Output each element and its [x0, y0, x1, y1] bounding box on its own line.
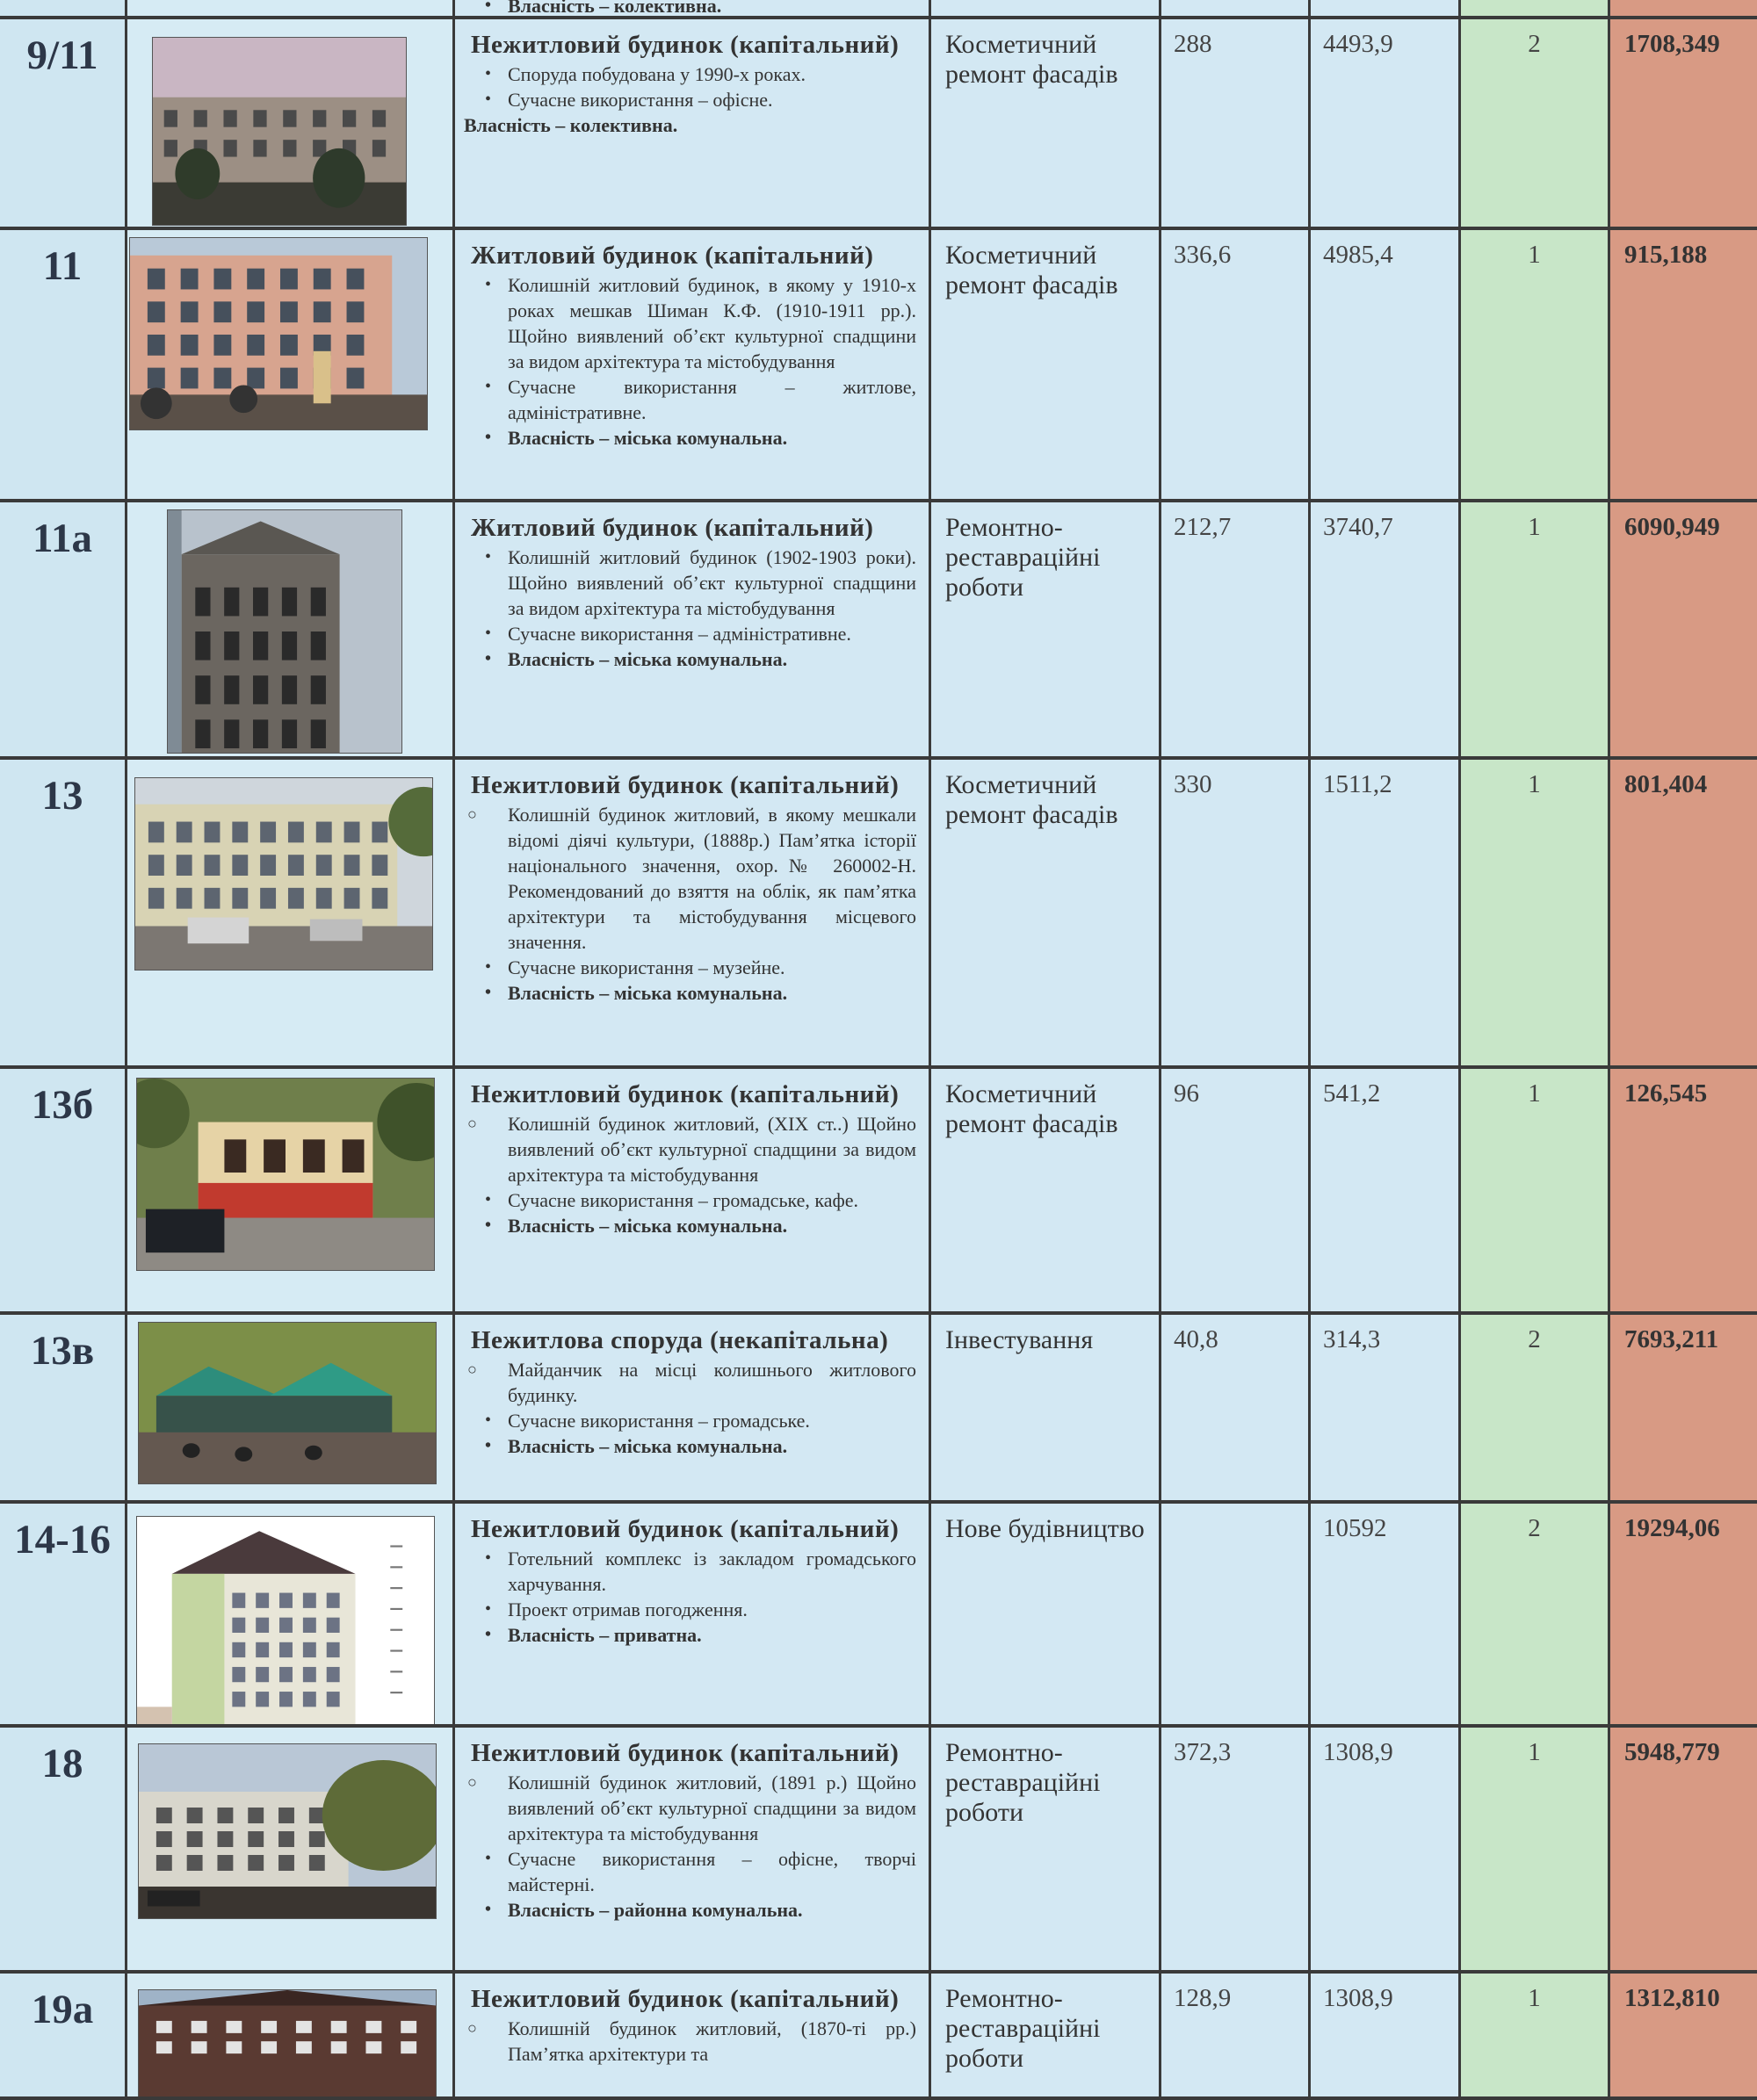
table-row	[0, 1069, 1757, 1315]
category-value: 1	[1528, 1079, 1541, 1108]
table-row	[0, 19, 1757, 230]
cell	[1161, 0, 1311, 16]
description-item: • Споруда побудована у 1990-х роках.	[481, 61, 916, 87]
cost-cell	[1610, 19, 1757, 227]
volume-cell	[1311, 1728, 1461, 1970]
cell	[1311, 0, 1461, 16]
work-type: Косметичний ремонт фасадів	[945, 770, 1118, 829]
building-title: Нежитловий будинок (капітальний)	[471, 31, 900, 59]
number-cell	[0, 230, 127, 499]
category-cell	[1461, 1504, 1610, 1724]
building-title: Нежитловий будинок (капітальний)	[471, 1080, 900, 1108]
photo-cell	[127, 1504, 455, 1724]
building-number: 11	[42, 243, 83, 289]
category-cell	[1461, 502, 1610, 756]
number-cell	[0, 1069, 127, 1311]
photo-cell	[127, 1728, 455, 1970]
volume-value: 1511,2	[1323, 770, 1392, 798]
building-number: 14-16	[14, 1517, 111, 1562]
category-cell	[1461, 1974, 1610, 2096]
cost-value: 801,404	[1624, 770, 1708, 798]
building-title: Житловий будинок (капітальний)	[471, 242, 874, 270]
description-cell	[455, 1504, 931, 1724]
description-cell	[455, 1069, 931, 1311]
volume-cell	[1311, 1974, 1461, 2096]
owner-text: • Власність – міська комунальна.	[481, 425, 916, 451]
building-number: 13в	[30, 1328, 95, 1374]
table-row	[0, 1974, 1757, 2100]
table-row	[0, 230, 1757, 502]
description-item: ○ Колишній будинок житловий, (1891 р.) Щойно виявлений об’єкт культурної спадщини за видом архітектура та містобудування	[481, 1770, 916, 1846]
building-photo	[129, 237, 428, 430]
work-type-cell	[931, 1974, 1161, 2096]
number-cell	[0, 1315, 127, 1500]
building-photo	[136, 1078, 435, 1271]
cost-value: 126,545	[1624, 1079, 1708, 1108]
category-cell	[1461, 230, 1610, 499]
table-row	[0, 760, 1757, 1069]
volume-value: 314,3	[1323, 1325, 1381, 1353]
volume-value: 4985,4	[1323, 241, 1393, 269]
area-value: 336,6	[1174, 241, 1232, 269]
volume-cell	[1311, 502, 1461, 756]
category-value: 2	[1528, 1325, 1541, 1353]
area-value: 330	[1174, 770, 1212, 798]
cost-value: 6090,949	[1624, 513, 1720, 541]
cost-cell	[1610, 1974, 1757, 2096]
volume-value: 1308,9	[1323, 1738, 1393, 1766]
work-type-cell	[931, 1069, 1161, 1311]
building-number: 18	[41, 1741, 83, 1786]
description-item: • Сучасне використання – житлове, адміністративне.	[481, 374, 916, 425]
area-cell	[1161, 1504, 1311, 1724]
cell	[0, 0, 127, 16]
cost-cell	[1610, 502, 1757, 756]
owner-text: • Власність – міська комунальна.	[481, 1213, 916, 1238]
volume-cell	[1311, 1315, 1461, 1500]
cost-cell	[1610, 1728, 1757, 1970]
building-number: 19а	[31, 1987, 94, 2032]
owner-text: • Власність – приватна.	[481, 1622, 916, 1648]
owner-text: • Власність – міська комунальна.	[481, 1433, 916, 1459]
owner-text: • Власність – міська комунальна.	[481, 646, 916, 672]
cost-value: 915,188	[1624, 241, 1708, 269]
building-number: 13б	[31, 1082, 94, 1128]
building-title: Нежитловий будинок (капітальний)	[471, 1739, 900, 1767]
cost-cell	[1610, 1069, 1757, 1311]
photo-cell	[127, 1315, 455, 1500]
number-cell	[0, 1504, 127, 1724]
building-title: Житловий будинок (капітальний)	[471, 514, 874, 542]
description-item: • Сучасне використання – офісне, творчі майстерні.	[481, 1846, 916, 1897]
building-number: 13	[41, 773, 83, 819]
description-item: • Сучасне використання – адміністративне.	[481, 621, 916, 646]
volume-value: 10592	[1323, 1514, 1387, 1542]
description-cell	[455, 760, 931, 1065]
category-value: 1	[1528, 1984, 1541, 2012]
photo-cell	[127, 19, 455, 227]
work-type: Ремонтно-реставраційні роботи	[945, 1984, 1101, 2073]
category-value: 1	[1528, 770, 1541, 798]
work-type: Косметичний ремонт фасадів	[945, 1079, 1118, 1138]
category-value: 1	[1528, 241, 1541, 269]
description-item: • Проект отримав погодження.	[481, 1597, 916, 1622]
number-cell	[0, 1728, 127, 1970]
volume-value: 4493,9	[1323, 30, 1393, 58]
description-item: ○ Колишній будинок житловий, (1870-ті рр.) Пам’ятка архітектури та	[481, 2016, 916, 2067]
building-photo	[138, 1322, 437, 1484]
number-cell	[0, 19, 127, 227]
work-type: Інвестування	[945, 1325, 1094, 1354]
area-value	[1161, 1504, 1308, 1514]
area-cell	[1161, 1974, 1311, 2096]
area-cell	[1161, 1728, 1311, 1970]
building-photo	[136, 1516, 435, 1724]
volume-value: 1308,9	[1323, 1984, 1393, 2012]
photo-cell	[127, 502, 455, 756]
photo-cell	[127, 230, 455, 499]
building-title: Нежитловий будинок (капітальний)	[471, 1985, 900, 2013]
work-type-cell	[931, 502, 1161, 756]
table-row-partial	[0, 0, 1757, 19]
cost-value: 5948,779	[1624, 1738, 1720, 1766]
number-cell	[0, 502, 127, 756]
area-value: 96	[1174, 1079, 1199, 1108]
category-cell	[1461, 1728, 1610, 1970]
cost-value: 1312,810	[1624, 1984, 1720, 2012]
work-type-cell	[931, 19, 1161, 227]
work-type-cell	[931, 1728, 1161, 1970]
cell	[1461, 0, 1610, 16]
description-item: • Сучасне використання – громадське, кафе.	[481, 1187, 916, 1213]
area-cell	[1161, 1315, 1311, 1500]
area-cell	[1161, 1069, 1311, 1311]
table-row	[0, 1728, 1757, 1974]
cell	[931, 0, 1161, 16]
table-row	[0, 1504, 1757, 1728]
cost-value: 19294,06	[1624, 1514, 1720, 1542]
work-type: Косметичний ремонт фасадів	[945, 30, 1118, 89]
category-cell	[1461, 1069, 1610, 1311]
building-photo	[152, 37, 407, 226]
cell	[1610, 0, 1757, 16]
cell	[455, 0, 931, 16]
volume-cell	[1311, 1069, 1461, 1311]
building-title: Нежитловий будинок (капітальний)	[471, 771, 900, 799]
table-row	[0, 502, 1757, 760]
work-type: Ремонтно-реставраційні роботи	[945, 513, 1101, 602]
category-cell	[1461, 19, 1610, 227]
work-type-cell	[931, 1504, 1161, 1724]
category-cell	[1461, 1315, 1610, 1500]
description-item: ○ Колишній будинок житловий, в якому мешкали відомі діячі культури, (1888р.) Пам’ятка історії національного значення, охор.№ 260002-Н. Рекомендований до взяття на облік, як пам’ятка архітектури та містобудування місцевого значення.	[481, 802, 916, 955]
cost-cell	[1610, 1315, 1757, 1500]
area-value: 372,3	[1174, 1738, 1232, 1766]
building-number: 11а	[33, 516, 92, 561]
description-item: ○ Колишній будинок житловий, (XIX ст..) Щойно виявлений об’єкт культурної спадщини за видом архітектура та містобудування	[481, 1111, 916, 1187]
photo-cell	[127, 1974, 455, 2096]
area-cell	[1161, 502, 1311, 756]
cell	[127, 0, 455, 16]
cost-value: 7693,211	[1624, 1325, 1719, 1353]
cost-cell	[1610, 1504, 1757, 1724]
category-value: 2	[1528, 30, 1541, 58]
description-item: • Готельний комплекс із закладом громадського харчування.	[481, 1546, 916, 1597]
area-value: 128,9	[1174, 1984, 1232, 2012]
cost-value: 1708,349	[1624, 30, 1720, 58]
volume-cell	[1311, 760, 1461, 1065]
owner-text: Власність – колективна.	[464, 114, 678, 136]
number-cell	[0, 1974, 127, 2096]
description-cell	[455, 230, 931, 499]
area-cell	[1161, 760, 1311, 1065]
volume-value: 541,2	[1323, 1079, 1381, 1108]
work-type: Косметичний ремонт фасадів	[945, 241, 1118, 299]
building-photo	[167, 509, 402, 754]
description-item: • Колишній житловий будинок, в якому у 1910-х роках мешкав Шиман К.Ф. (1910-1911 рр.). Щойно виявлений об’єкт культурної спадщини за видом архітектура та містобудування	[481, 272, 916, 374]
description-cell	[455, 1728, 931, 1970]
area-value: 40,8	[1174, 1325, 1218, 1353]
description-item: ○ Майданчик на місці колишнього житлового будинку.	[481, 1357, 916, 1408]
area-cell	[1161, 230, 1311, 499]
work-type-cell	[931, 760, 1161, 1065]
owner-text: • Власність – районна комунальна.	[481, 1897, 916, 1923]
description-cell	[455, 502, 931, 756]
area-value: 288	[1174, 30, 1212, 58]
work-type-cell	[931, 230, 1161, 499]
volume-cell	[1311, 19, 1461, 227]
description-item: • Сучасне використання – громадське.	[481, 1408, 916, 1433]
building-title: Нежитловий будинок (капітальний)	[471, 1515, 900, 1543]
category-value: 1	[1528, 513, 1541, 541]
building-photo	[138, 1743, 437, 1919]
description-cell	[455, 1974, 931, 2096]
category-value: 1	[1528, 1738, 1541, 1766]
description-item: • Сучасне використання – музейне.	[481, 955, 916, 980]
category-value: 2	[1528, 1514, 1541, 1542]
photo-cell	[127, 760, 455, 1065]
photo-cell	[127, 1069, 455, 1311]
category-cell	[1461, 760, 1610, 1065]
owner-text: • Власність – міська комунальна.	[481, 980, 916, 1006]
cost-cell	[1610, 230, 1757, 499]
area-cell	[1161, 19, 1311, 227]
description-cell	[455, 19, 931, 227]
description-item: • Колишній житловий будинок (1902-1903 роки). Щойно виявлений об’єкт культурної спадщини за видом архітектура та містобудування	[481, 545, 916, 621]
building-title: Нежитлова споруда (некапітальна)	[471, 1326, 889, 1354]
area-value: 212,7	[1174, 513, 1232, 541]
work-type: Ремонтно-реставраційні роботи	[945, 1738, 1101, 1827]
number-cell	[0, 760, 127, 1065]
work-type-cell	[931, 1315, 1161, 1500]
cost-cell	[1610, 760, 1757, 1065]
work-type: Нове будівництво	[945, 1514, 1145, 1543]
volume-cell	[1311, 230, 1461, 499]
description-item: • Сучасне використання – офісне.	[481, 87, 916, 112]
building-photo	[134, 777, 433, 971]
owner-text: • Власність – колективна.	[481, 0, 916, 16]
building-number: 9/11	[26, 32, 98, 78]
volume-value: 3740,7	[1323, 513, 1393, 541]
volume-cell	[1311, 1504, 1461, 1724]
description-cell	[455, 1315, 931, 1500]
table-row	[0, 1315, 1757, 1504]
